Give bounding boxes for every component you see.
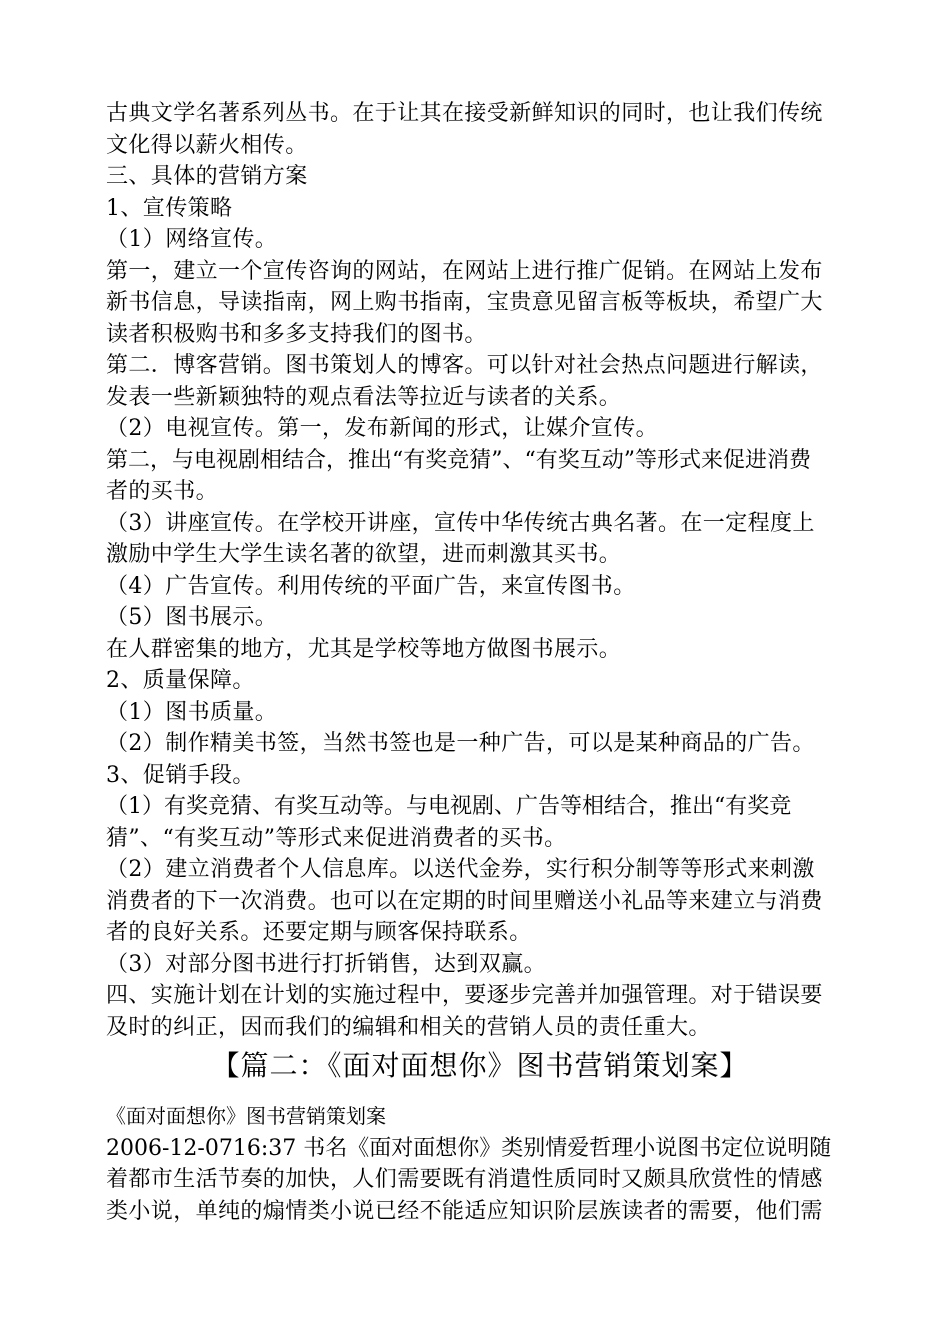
text-line: 古典文学名著系列丛书。在于让其在接受新鲜知识的同时，也让我们传统 xyxy=(106,101,823,126)
text-line: 文化得以薪火相传。 xyxy=(106,132,308,158)
text-line: 第二．博客营销。图书策划人的博客。可以针对社会热点问题进行解读， xyxy=(106,353,823,378)
text-line: 第二，与电视剧相结合，推出“有奖竞猜”、“有奖互动”等形式来促进消费 xyxy=(106,447,811,473)
subsection-title: 1、宣传策略 xyxy=(106,195,233,221)
text-line: （2）建立消费者个人信息库。以送代金券，实行积分制等等形式来刺激 xyxy=(106,857,815,882)
text-line: （1）有奖竞猜、有奖互动等。与电视剧、广告等相结合，推出“有奖竞 xyxy=(106,794,792,819)
text-line: （2）电视宣传。第一，发布新闻的形式，让媒介宣传。 xyxy=(106,416,658,441)
body-text-part1 xyxy=(106,98,854,1043)
text-line: 着都市生活节奏的加快，人们需要既有消遣性质同时又颇具欣赏性的情感 xyxy=(106,1167,823,1192)
document-subtitle: 《面对面想你》图书营销策划案 xyxy=(106,1104,386,1128)
text-line: 者的良好关系。还要定期与顾客保持联系。 xyxy=(106,920,532,945)
body-text-part2 xyxy=(106,1133,854,1228)
text-line: （3）讲座宣传。在学校开讲座，宣传中华传统古典名著。在一定程度上 xyxy=(106,510,815,536)
section-title: 四、实施计划在计划的实施过程中，要逐步完善并加强管理。对于错误要 xyxy=(106,983,823,1008)
text-line: （2）制作精美书签，当然书签也是一种广告，可以是某种商品的广告。 xyxy=(106,731,815,756)
text-line: 激励中学生大学生读名著的欲望，进而刺激其买书。 xyxy=(106,542,622,567)
text-line: （3）对部分图书进行打折销售，达到双赢。 xyxy=(106,951,546,977)
text-line: 者的买书。 xyxy=(106,479,219,504)
text-line: 及时的纠正，因而我们的编辑和相关的营销人员的责任重大。 xyxy=(106,1014,711,1040)
text-line: 2006-12-0716:37 书名《面对面想你》类别情爱哲理小说图书定位说明随 xyxy=(106,1135,832,1161)
section-title: 三、具体的营销方案 xyxy=(106,164,308,189)
text-line: （1）图书质量。 xyxy=(106,699,278,725)
text-line: 消费者的下一次消费。也可以在定期的时间里赠送小礼品等来建立与消费 xyxy=(106,888,823,914)
text-line: （1）网络宣传。 xyxy=(106,227,278,252)
text-line: 第一，建立一个宣传咨询的网站，在网站上进行推广促销。在网站上发布 xyxy=(106,258,823,284)
section-heading: 【篇二：《面对面想你》图书营销策划案】 xyxy=(211,1049,749,1082)
text-line: 发表一些新颖独特的观点看法等拉近与读者的关系。 xyxy=(106,384,622,410)
text-line: （5）图书展示。 xyxy=(106,605,278,630)
text-line: 新书信息，导读指南，网上购书指南，宝贵意见留言板等板块，希望广大 xyxy=(106,290,823,315)
text-line: 读者积极购书和多多支持我们的图书。 xyxy=(106,321,487,347)
subsection-title: 2、质量保障。 xyxy=(106,668,255,693)
document-page xyxy=(106,98,854,1227)
text-line: 在人群密集的地方，尤其是学校等地方做图书展示。 xyxy=(106,636,622,662)
text-line: 类小说，单纯的煽情类小说已经不能适应知识阶层族读者的需要，他们需 xyxy=(106,1198,823,1224)
text-line: （4）广告宣传。利用传统的平面广告，来宣传图书。 xyxy=(106,573,636,599)
text-line: 猜”、“有奖互动”等形式来促进消费者的买书。 xyxy=(106,825,567,851)
subsection-title: 3、促销手段。 xyxy=(106,762,255,788)
